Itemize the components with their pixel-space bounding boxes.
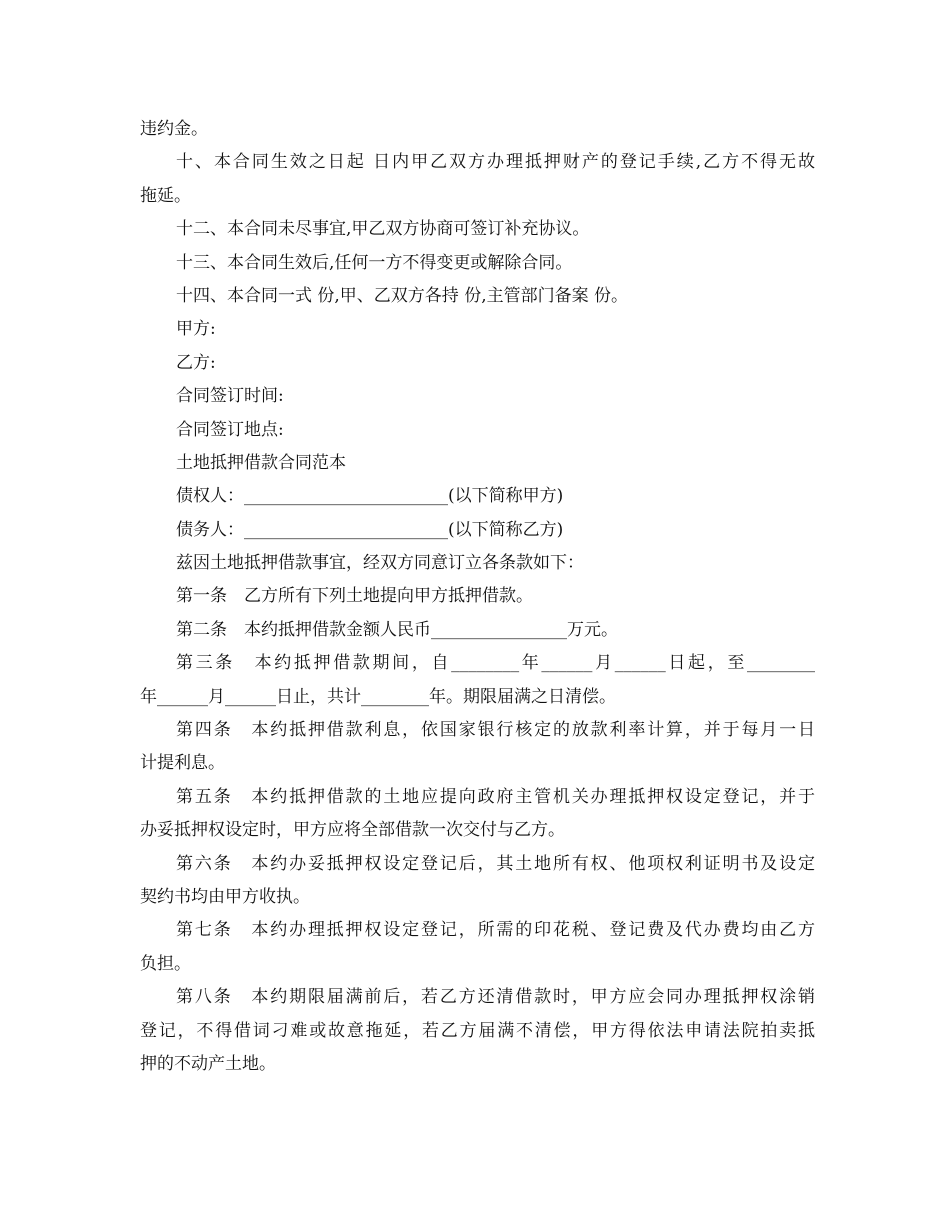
article-5-cont: 办妥抵押权设定时，甲方应将全部借款一次交付与乙方。 xyxy=(140,820,565,841)
text-line: 兹因土地抵押借款事宜，经双方同意订立各条款如下： xyxy=(176,553,584,574)
text-line: 拖延。 xyxy=(140,185,191,206)
text-line: 违约金。 xyxy=(140,119,208,139)
article-7: 第七条 本约办理抵押权设定登记，所需的印花税、登记费及代办费均由乙方 xyxy=(176,920,815,941)
creditor-line: 债权人：________________________(以下简称甲方) xyxy=(176,486,564,507)
text-line: 十三、本合同生效后,任何一方不得变更或解除合同。 xyxy=(176,252,573,273)
signing-time-label: 合同签订时间: xyxy=(176,386,284,407)
text-line: 十二、本合同未尽事宜,甲乙双方协商可签订补充协议。 xyxy=(176,219,590,240)
article-7-cont: 负担。 xyxy=(140,953,191,974)
article-1: 第一条 乙方所有下列土地提向甲方抵押借款。 xyxy=(176,586,533,607)
article-2: 第二条 本约抵押借款金额人民币________________万元。 xyxy=(176,619,618,640)
article-8: 第八条 本约期限届满前后，若乙方还清借款时，甲方应会同办理抵押权涂销 xyxy=(176,987,815,1008)
signing-place-label: 合同签订地点: xyxy=(176,419,284,440)
contract-text xyxy=(140,113,815,1081)
article-6: 第六条 本约办妥抵押权设定登记后，其土地所有权、他项权利证明书及设定 xyxy=(176,853,815,874)
article-8-cont: 登记，不得借词刁难或故意拖延，若乙方届满不清偿，甲方得依法申请法院拍卖抵 xyxy=(140,1020,815,1041)
article-8-end: 押的不动产土地。 xyxy=(140,1053,276,1074)
text-line: 十、本合同生效之日起 日内甲乙双方办理抵押财产的登记手续,乙方不得无故 xyxy=(176,152,815,173)
party-b-label: 乙方: xyxy=(176,352,216,373)
contract-title: 土地抵押借款合同范本 xyxy=(176,452,346,473)
text-line: 十四、本合同一式 份,甲、乙双方各持 份,主管部门备案 份。 xyxy=(176,285,629,306)
article-3-cont: 年______月______日止，共计________年。期限届满之日清偿。 xyxy=(140,686,616,707)
article-4-cont: 计提利息。 xyxy=(140,753,225,774)
article-4: 第四条 本约抵押借款利息，依国家银行核定的放款利率计算，并于每月一日 xyxy=(176,720,815,741)
article-3: 第三条 本约抵押借款期间，自________年______月______日起，至________ xyxy=(176,653,815,674)
debtor-line: 债务人：________________________(以下简称乙方) xyxy=(176,519,564,540)
article-6-cont: 契约书均由甲方收执。 xyxy=(140,886,310,907)
party-a-label: 甲方: xyxy=(176,319,216,340)
article-5: 第五条 本约抵押借款的土地应提向政府主管机关办理抵押权设定登记，并于 xyxy=(176,786,815,807)
